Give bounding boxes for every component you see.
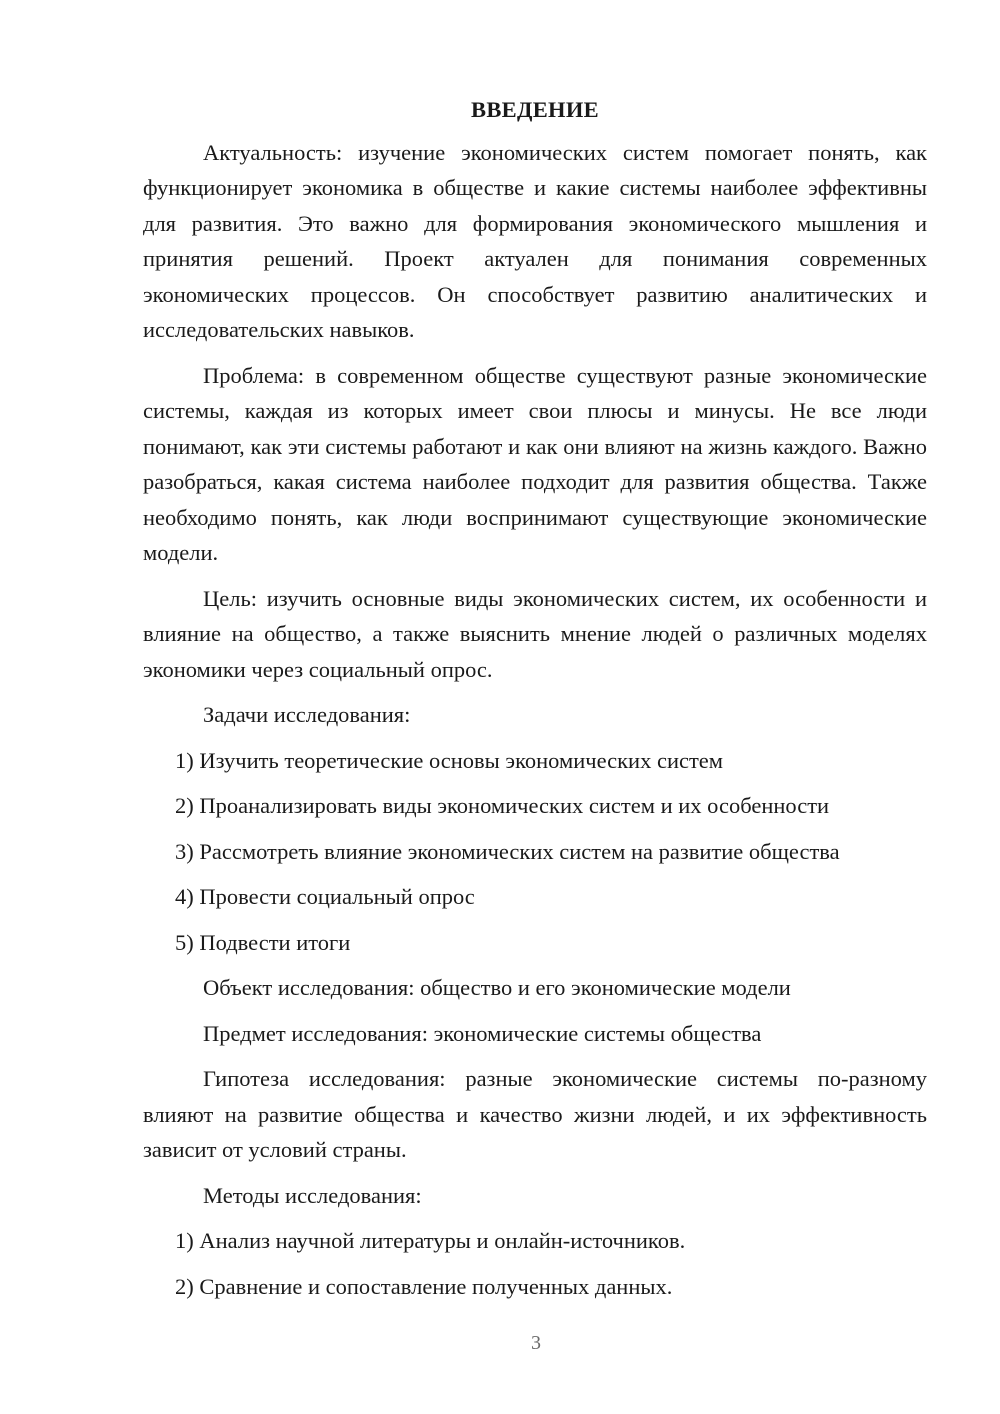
problem-paragraph: Проблема: в современном обществе существуют разные экономические системы, каждая из которых имеет свои плюсы и минусы. Не все люди понимают, как эти системы работают и как они влияют на жизнь каждого. Важно разобраться, какая система наиболее подходит для развития общества. Также необходимо понять, как люди воспринимают существующие экономические модели. (143, 362, 927, 565)
list-item: 3) Рассмотреть влияние экономических систем на развитие общества (175, 838, 840, 864)
hypothesis-paragraph: Гипотеза исследования: разные экономические системы по-разному влияют на развитие общества и качество жизни людей, и их эффективность зависит от условий страны. (143, 1066, 927, 1162)
document-page (143, 92, 927, 1304)
methods-list (143, 1223, 927, 1304)
list-item: 2) Проанализировать виды экономических систем и их особенности (175, 793, 830, 818)
subject-line: Предмет исследования: экономические системы общества (203, 1020, 762, 1046)
list-item: 1) Изучить теоретические основы экономических систем (175, 747, 724, 773)
page-number: 3 (531, 1332, 541, 1354)
methods-heading: Методы исследования: (203, 1182, 422, 1208)
list-item: 5) Подвести итоги (175, 929, 351, 955)
goal-paragraph: Цель: изучить основные виды экономических систем, их особенности и влияние на общество, а также выяснить мнение людей о различных моделях экономики через социальный опрос. (143, 585, 927, 682)
section-title: ВВЕДЕНИЕ (471, 97, 599, 122)
list-item: 1) Анализ научной литературы и онлайн-источников. (175, 1228, 686, 1253)
object-line: Объект исследования: общество и его экономические модели (203, 975, 791, 1000)
tasks-heading: Задачи исследования: (203, 702, 411, 727)
list-item: 4) Провести социальный опрос (175, 884, 475, 909)
relevance-paragraph: Актуальность: изучение экономических систем помогает понять, как функционирует экономика в обществе и какие системы наиболее эффективны для развития. Это важно для формирования экономического мышления и принятия решений. Проект актуален для понимания современных экономических процессов. Он способствует развитию аналитических и исследовательских навыков. (143, 139, 927, 342)
list-item: 2) Сравнение и сопоставление полученных данных. (175, 1273, 673, 1299)
tasks-list (143, 743, 927, 961)
